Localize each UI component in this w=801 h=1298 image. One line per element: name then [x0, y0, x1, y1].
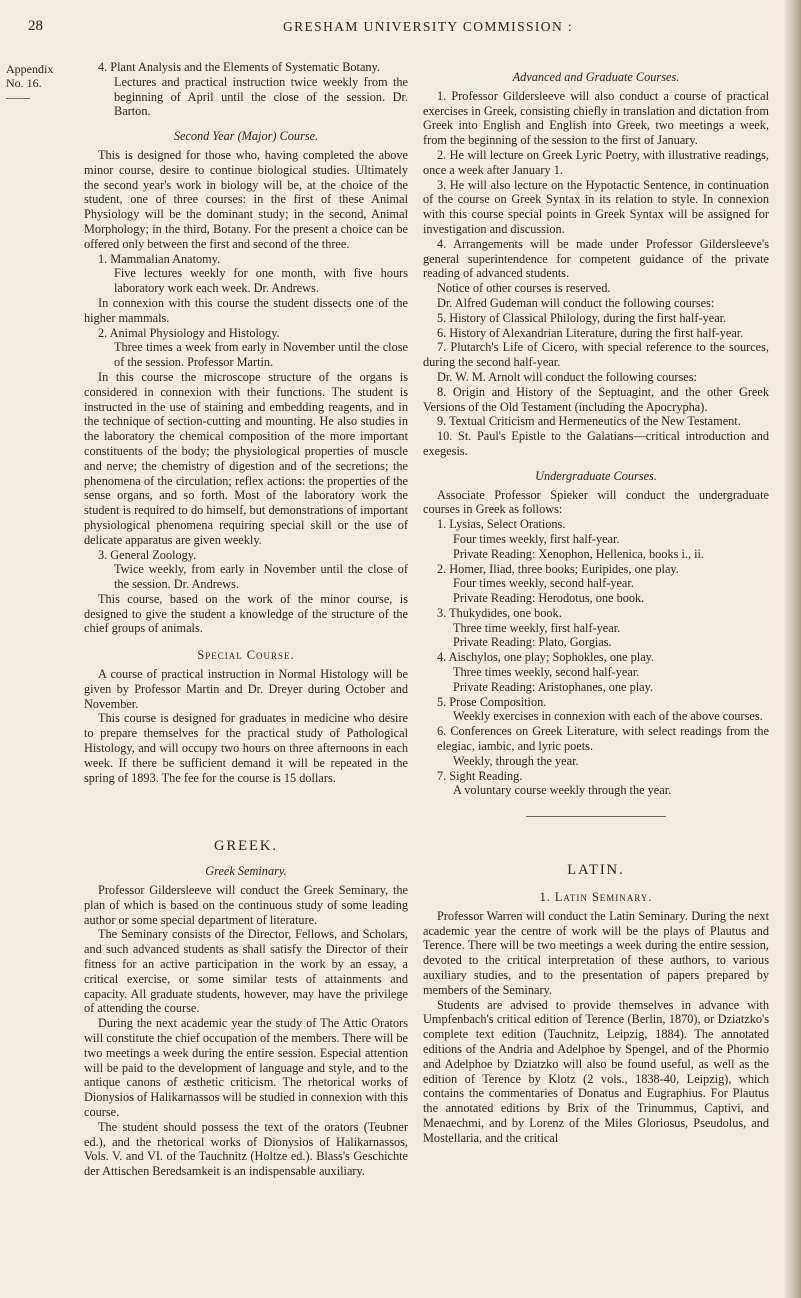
- list-item: 3. General Zoology.: [98, 547, 197, 562]
- margin-note-dash: ——: [6, 90, 30, 104]
- list-item-detail: Four times weekly, first half-year.: [453, 531, 620, 546]
- section-heading: Undergraduate Courses.: [535, 468, 657, 483]
- section-heading: Greek Seminary.: [205, 864, 287, 879]
- list-item-detail: Lectures and practical instruction twice weekly from the beginning of April until the close of the session. Dr. Barton.: [114, 74, 408, 119]
- paragraph: 9. Textual Criticism and Hermeneutics of the New Testament.: [437, 414, 741, 429]
- list-item-detail: Three times a week from early in November until the close of the session. Professor Martin.: [114, 340, 408, 370]
- paragraph: This course, based on the work of the minor course, is designed to give the student a knowledge of the structure of the chief groups of animals.: [84, 591, 408, 636]
- subject-title: GREEK.: [214, 838, 278, 855]
- paragraph: 6. History of Alexandrian Literature, during the first half-year.: [437, 325, 744, 340]
- paragraph: 7. Plutarch's Life of Cicero, with special reference to the sources, during the second half-year.: [423, 340, 769, 370]
- list-item: 4. Aischylos, one play; Sophokles, one play.: [437, 650, 655, 665]
- list-item-detail: Weekly, through the year.: [453, 753, 579, 768]
- list-item: 4. Plant Analysis and the Elements of Systematic Botany.: [98, 60, 380, 74]
- paragraph: During the next academic year the study of The Attic Orators will constitute the chief occupation of the members. There will be two meetings a week during the entire session. Especial attention will be paid to the development of language and style, and to the antique canons of æsthetic criticism. The rhetorical works of Dionysios of Halikarnassos will be studied in connexion with this course.: [84, 1016, 408, 1119]
- paragraph: The Seminary consists of the Director, Fellows, and Scholars, and such advanced students as shall satisfy the Director of their fitness for an active participation in the work by an essay, a critical exercise, or some similar tests of attainments and capacity. All graduate students, however, may have the privilege of attending the course.: [84, 927, 408, 1016]
- paragraph: Professor Warren will conduct the Latin Seminary. During the next academic year the centre of work will be the plays of Plautus and Terence. There will be two meetings a week during the entire session, devoted to the critical interpretation of these authors, to various auxiliary studies, and to the presentation of papers prepared by members of the Seminary.: [423, 908, 769, 997]
- paragraph: Associate Professor Spieker will conduct the undergraduate courses in Greek as follows:: [423, 487, 769, 517]
- running-head: GRESHAM UNIVERSITY COMMISSION :: [282, 19, 574, 34]
- list-item: 3. Thukydides, one book.: [437, 605, 562, 620]
- paragraph: Students are advised to provide themselves in advance with Umpfenbach's critical edition of Terence (Berlin, 1870), or Dziatzko's complete text edition (Tauchnitz, Leipzig, 1884). The annotated editions of the Andria and Adelphoe by Spengel, and of the Phormio and Adelphoe by Dziatzko will also be found useful, as well as the edition of Terence by Klotz (2 vols., 1838-40, Leipzig), which contains the commentaries of Donatus and Eugraphius. For Plautus the annotated editions by Brix of the Trinummus, Captivi, and Menaechmi, and by Lorenz of the Miles Gloriosus, Pseudolus, and Mostellaria, and the critical: [423, 997, 769, 1145]
- list-item-detail: Three times weekly, second half-year.: [453, 665, 640, 680]
- paragraph: 10. St. Paul's Epistle to the Galatians—critical introduction and exegesis.: [423, 429, 769, 458]
- paragraph: A course of practical instruction in Normal Histology will be given by Professor Martin and Dr. Dreyer during October and November.: [84, 667, 408, 711]
- margin-note-appendix: Appendix: [6, 62, 54, 76]
- paragraph: 4. Arrangements will be made under Professor Gildersleeve's general superintendence for competent guidance of the private reading of advanced students.: [423, 236, 769, 281]
- paragraph: In this course the microscope structure of the organs is considered in connexion with their functions. The student is instructed in the use of staining and embedding reagents, and in the technique of section-cutting and mounting. He also studies in the laboratory the chemical composition of the more important constituents of the body; the physiological properties of muscle and nerve; the chemistry of digestion and of the secretions; the phenomena of the circulation; reflex actions: the properties of the sense organs, and so forth. Most of the laboratory work the student is required to do himself, but demonstrations of important physiological phenomena requiring special skill or the use of delicate apparatus are given weekly.: [84, 369, 408, 547]
- list-item-detail: Four times weekly, second half-year.: [453, 576, 634, 591]
- list-item-detail: Private Reading: Plato, Gorgias.: [453, 635, 612, 650]
- paragraph: 8. Origin and History of the Septuagint, and the other Greek Versions of the Old Testament (including the Apocrypha).: [423, 384, 769, 414]
- list-item: 6. Conferences on Greek Literature, with select readings from the elegiac, iambic, and lyric poets.: [437, 724, 769, 754]
- list-item-detail: Private Reading: Aristophanes, one play.: [453, 679, 654, 694]
- section-heading: 1. Latin Seminary.: [539, 890, 653, 905]
- margin-note: [6, 62, 64, 104]
- section-heading: Advanced and Graduate Courses.: [512, 70, 680, 84]
- list-item-detail: A voluntary course weekly through the year.: [453, 783, 672, 798]
- section-heading: Second Year (Major) Course.: [173, 129, 319, 144]
- paragraph: Dr. Alfred Gudeman will conduct the following courses:: [437, 295, 715, 310]
- paragraph: Notice of other courses is reserved.: [437, 281, 611, 296]
- page-header: [0, 18, 786, 38]
- paragraph: The student should possess the text of the orators (Teubner ed.), and the rhetorical works of Dionysios of Halikarnassos, Vols. V. and VI. of the Tauchnitz (Holtze ed.). Blass's Geschichte der Attischen Beredsamkeit is an indispensable auxiliary.: [84, 1119, 408, 1179]
- paragraph: Professor Gildersleeve will conduct the Greek Seminary, the plan of which is based on the continuous study of some leading author or some special department of literature.: [84, 883, 408, 927]
- list-item-detail: Twice weekly, from early in November until the close of the session. Dr. Andrews.: [114, 562, 408, 592]
- list-item: 7. Sight Reading.: [437, 768, 523, 783]
- right-column: [423, 60, 769, 1146]
- list-item: 5. Prose Composition.: [437, 694, 547, 709]
- list-item: 1. Lysias, Select Orations.: [437, 517, 566, 532]
- list-item-detail: Five lectures weekly for one month, with five hours laboratory work each week. Dr. Andrews.: [114, 266, 408, 296]
- list-item: 2. Homer, Iliad, three books; Euripides, one play.: [437, 561, 679, 576]
- left-column: [84, 60, 408, 1179]
- section-rule: [526, 816, 666, 817]
- list-item-detail: Three time weekly, first half-year.: [453, 620, 621, 635]
- paragraph: 1. Professor Gildersleeve will also conduct a course of practical exercises in Greek, consisting chiefly in translation and dictation from Greek into English and English into Greek, two meetings a week, from the beginning of the session to the first of January.: [423, 88, 769, 148]
- paragraph: 2. He will lecture on Greek Lyric Poetry, with illustrative readings, once a week after January 1.: [423, 147, 769, 177]
- list-item-detail: Private Reading: Herodotus, one book.: [453, 591, 645, 606]
- paragraph: Dr. W. M. Arnolt will conduct the following courses:: [437, 369, 697, 384]
- page-number: 28: [28, 18, 43, 34]
- paragraph: 3. He will also lecture on the Hypotactic Sentence, in continuation of the course on Greek Syntax in its relation to style. In connexion with this course special points in Greek Syntax will be assigned for investigation and discussion.: [423, 177, 769, 236]
- section-heading: Special Course.: [197, 648, 295, 663]
- paragraph: This is designed for those who, having completed the above minor course, desire to continue biological studies. Ultimately the second year's work in biology will be, at the choice of the student, one of three courses: in the first of these Animal Physiology will be the dominant study; in the second, Animal Morphology; in the third, Botany. For the present a choice can be offered only between the first and second of the three.: [84, 147, 408, 251]
- page-edge-shadow: [785, 0, 801, 1298]
- list-item-detail: Weekly exercises in connexion with each of the above courses.: [453, 709, 763, 724]
- subject-title: LATIN.: [567, 862, 625, 879]
- margin-note-number: No. 16.: [6, 76, 42, 90]
- list-item: 2. Animal Physiology and Histology.: [98, 325, 280, 340]
- list-item: 1. Mammalian Anatomy.: [98, 251, 221, 266]
- paragraph: This course is designed for graduates in medicine who desire to prepare themselves for the practical study of Pathological Histology, and will occupy two hours on three afternoons in each week. If there be sufficient demand it will be repeated in the spring of 1893. The fee for the course is 15 dollars.: [84, 711, 408, 785]
- paragraph: 5. History of Classical Philology, during the first half-year.: [437, 310, 727, 325]
- paragraph: In connexion with this course the student dissects one of the higher mammals.: [84, 295, 408, 325]
- list-item-detail: Private Reading: Xenophon, Hellenica, books i., ii.: [453, 546, 705, 561]
